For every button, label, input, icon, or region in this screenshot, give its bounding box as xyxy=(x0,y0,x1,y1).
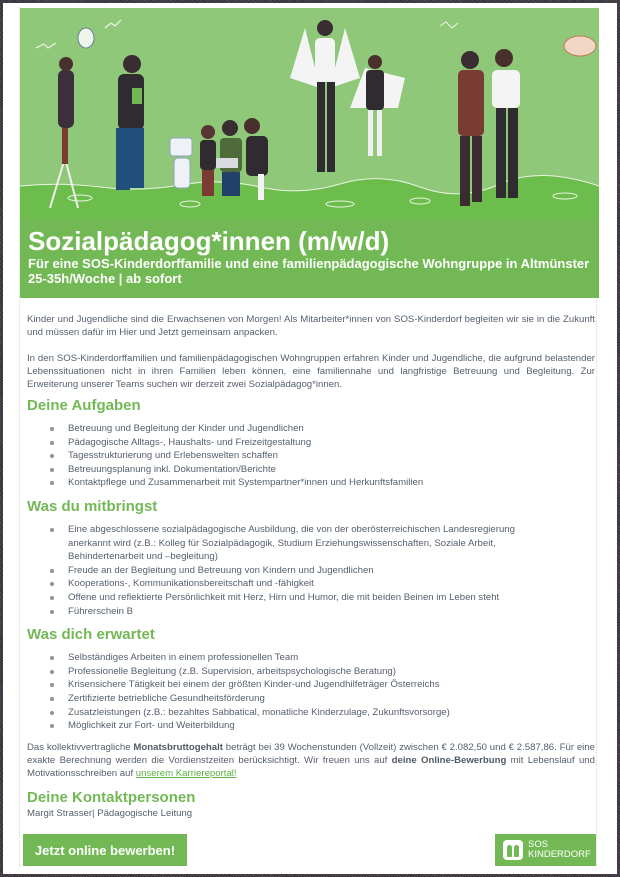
section-heading-mitbringst: Was du mitbringst xyxy=(27,497,158,515)
list-item: Führerschein B xyxy=(27,605,595,619)
apply-online-button[interactable]: Jetzt online bewerben! xyxy=(23,834,187,866)
salary-text-3: mit Lebenslauf und Motivationsschreiben auf xyxy=(27,754,595,779)
section-heading-aufgaben: Deine Aufgaben xyxy=(27,397,141,414)
job-description xyxy=(27,313,595,820)
logo-line-2: KINDERDORF xyxy=(528,849,591,860)
section-heading-erwartet: Was dich erwartet xyxy=(27,626,155,644)
salary-bold-1: Monatsbruttogehalt xyxy=(133,741,223,753)
list-item: Tagesstrukturierung und Erlebenswelten schaffen xyxy=(27,449,595,463)
list-item: Zertifizierte betriebliche Gesundheitsförderung xyxy=(27,692,595,706)
illustration-family-scene-icon xyxy=(20,8,599,218)
list-item: Offene und reflektierte Persönlichkeit mit Herz, Hirn und Humor, die mit beiden Beinen im Leben steht xyxy=(27,591,595,605)
section-heading-kontakt: Deine Kontaktpersonen xyxy=(27,788,196,806)
list-item: Kooperations-, Kommunikationsbereitschaft und -fähigkeit xyxy=(27,577,595,591)
salary-bold-2: deine Online-Bewerbung xyxy=(391,754,507,766)
list-item: Kontaktpflege und Zusammenarbeit mit Systempartner*innen und Herkunftsfamilien xyxy=(27,476,595,490)
list-item: Möglichkeit zur Fort- und Weiterbildung xyxy=(27,719,595,733)
intro-paragraph-2: In den SOS-Kinderdorffamilien und familienpädagogischen Wohngruppen erfahren Kinder und Jugendliche, die aufgrund belastender Lebenssituationen nicht in ihren Familien leben können, eine familiennahe und langfristige Betreuung und Begleitung. Zur Erweiterung unserer Teams suchen wir derzeit zwei Sozialpädagog*innen. xyxy=(27,353,595,390)
benefits-list xyxy=(27,651,595,733)
salary-paragraph xyxy=(27,741,595,780)
sos-kinderdorf-logo xyxy=(495,834,596,866)
career-portal-link[interactable]: unserem Karriereportal! xyxy=(135,767,237,779)
list-item: Pädagogische Alltags-, Haushalts- und Freizeitgestaltung xyxy=(27,436,595,450)
job-hours: 25-35h/Woche | ab sofort xyxy=(28,271,182,286)
salary-text-2: beträgt bei 39 Wochenstunden (Vollzeit) zwischen € 2.082,50 und € 2.587,86. Für eine exakte Berechnung werden die Vordienstzeiten berücksichtigt. Wir freuen uns auf xyxy=(27,741,595,766)
hero-illustration xyxy=(20,8,599,218)
list-item: Eine abgeschlossene sozialpädagogische Ausbildung, die von der oberösterreichischen Landesregierung anerkannt wird (z.B.: Kolleg für Sozialpädagogik, Studium Erziehungswissenschaften, Soziale Arbeit, Behindertenarbeit und –begleitung) xyxy=(27,523,595,564)
intro-paragraph-1: Kinder und Jugendliche sind die Erwachsenen von Morgen! Als Mitarbeiter*innen von SOS-Kinderdorf begleiten wir sie in die Zukunft und müssen dafür im Hier und Jetzt gemeinsam anpacken. xyxy=(27,314,595,338)
logo-line-1: SOS xyxy=(528,839,549,850)
job-title: Sozialpädagog*innen (m/w/d) xyxy=(28,226,390,256)
list-item: Freude an der Begleitung und Betreuung von Kindern und Jugendlichen xyxy=(27,564,595,578)
job-subtitle: Für eine SOS-Kinderdorffamilie und eine familienpädagogische Wohngruppe in Altmünster xyxy=(28,256,590,271)
list-item: Krisensichere Tätigkeit bei einem der größten Kinder-und Jugendhilfeträger Österreichs xyxy=(27,678,595,692)
list-item: Zusatzleistungen (z.B.: bezahltes Sabbatical, monatliche Kinderzulage, Zukunftsvorsorge) xyxy=(27,706,595,720)
tasks-list xyxy=(27,422,595,490)
contact-person: Margit Strasser| Pädagogische Leitung xyxy=(27,807,193,819)
title-banner xyxy=(20,218,599,298)
requirements-list xyxy=(27,523,595,618)
list-item: Professionelle Begleitung (z.B. Supervision, arbeitspsychologische Beratung) xyxy=(27,665,595,679)
list-item: Betreuung und Begleitung der Kinder und Jugendlichen xyxy=(27,422,595,436)
list-item: Selbständiges Arbeiten in einem professionellen Team xyxy=(27,651,595,665)
sos-kinderdorf-logo-icon xyxy=(503,840,523,860)
list-item: Betreuungsplanung inkl. Dokumentation/Berichte xyxy=(27,463,595,477)
salary-text-1: Das kollektivvertragliche xyxy=(27,741,134,753)
